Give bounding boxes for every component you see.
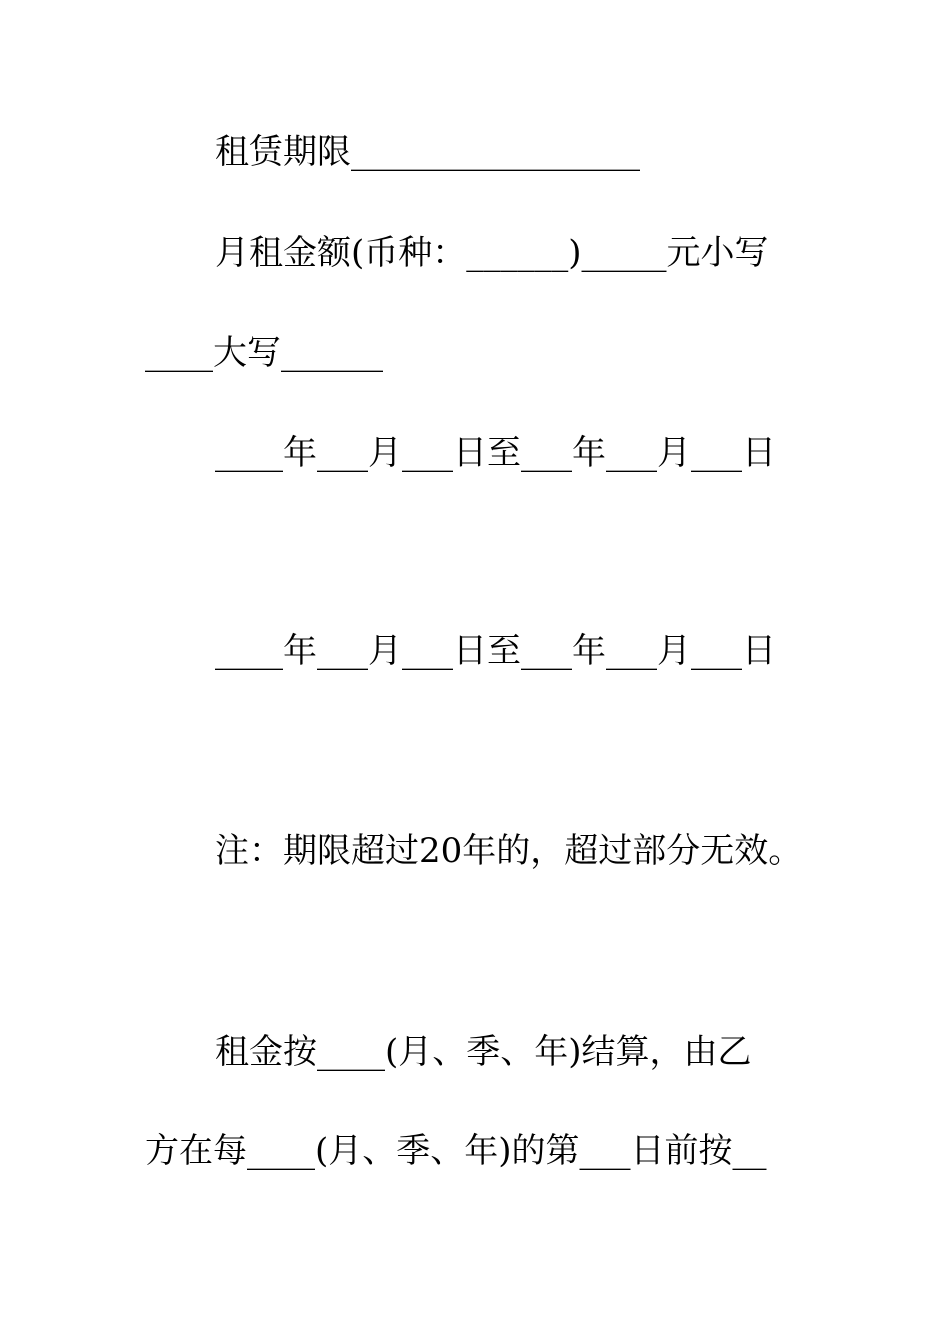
rent-uppercase-line: ____大写______	[145, 333, 383, 373]
date-range-line-1: ____年___月___日至___年___月___日	[215, 433, 776, 473]
lease-term-line: 租赁期限_________________	[215, 132, 640, 172]
rent-payment-line: 方在每____(月、季、年)的第___日前按__	[145, 1131, 767, 1171]
monthly-rent-line: 月租金额(币种：______)_____元小写	[215, 233, 769, 273]
date-range-line-2: ____年___月___日至___年___月___日	[215, 631, 776, 671]
rent-settlement-line: 租金按____(月、季、年)结算，由乙	[215, 1032, 752, 1072]
term-note-line: 注：期限超过20年的，超过部分无效。	[215, 831, 803, 871]
